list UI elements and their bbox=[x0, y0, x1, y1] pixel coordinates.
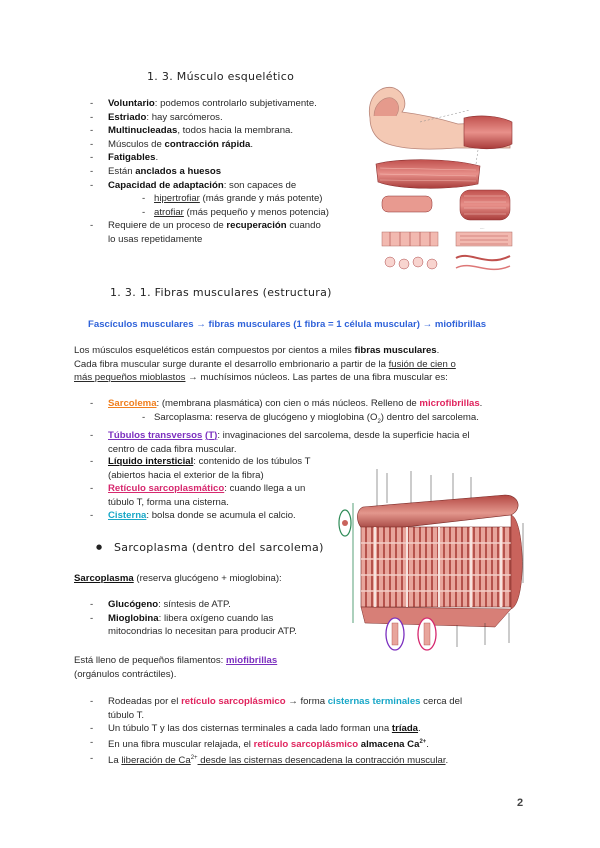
section-title-1-3: 1. 3. Músculo esquelético bbox=[147, 70, 295, 83]
fiber-parts-list bbox=[86, 397, 526, 456]
fiber-intro-paragraph: Los músculos esqueléticos están compuestos por cientos a miles fibras musculares. Cada fibra muscular surge durante el desarrollo embrionario a partir de la fusión de cien o más pequeños mioblastos → muchísimos núcleos. Las partes de una fibra muscular es: bbox=[74, 345, 456, 384]
list-item: - Un túbulo T y las dos cisternas terminales a cada lado forman una tríada. bbox=[86, 722, 526, 736]
myofibrils-paragraph: Está lleno de pequeños filamentos: miofibrillas (orgánulos contráctiles). bbox=[74, 655, 278, 680]
muscle-fiber-diagram bbox=[335, 463, 535, 663]
sub-list-item: - Sarcoplasma: reserva de glucógeno y mioglobina $(O_2)$ dentro del sarcolema. bbox=[142, 411, 526, 430]
list-item: - Requiere de un proceso de recuperación cuando lo usas repetidamente bbox=[86, 219, 376, 246]
list-item: - Rodeadas por el retículo sarcoplásmico → forma cisternas terminales cerca del túbulo T. bbox=[86, 695, 526, 722]
list-item: - Glucógeno: síntesis de ATP. bbox=[86, 598, 346, 612]
list-item: - Estriado: hay sarcómeros. bbox=[86, 111, 376, 125]
svg-text:····: ···· bbox=[480, 227, 485, 231]
sarcoplasma-definition: Sarcoplasma (reserva glucógeno + mioglobina): bbox=[74, 573, 282, 584]
sarcoplasma-contents-list bbox=[86, 598, 346, 639]
fiber-hierarchy: Fascículos musculares → fibras musculares (1 fibra = 1 célula muscular) → miofibrillas bbox=[88, 319, 487, 330]
list-item: - Líquido intersticial: contenido de los túbulos T (abiertos hacia el exterior de la fibra) bbox=[86, 455, 346, 482]
list-item: - En una fibra muscular relajada, el retículo sarcoplásmico almacena $Ca^{2+}$. bbox=[86, 736, 526, 752]
list-item: - Cisterna: bolsa donde se acumula el calcio. bbox=[86, 509, 346, 523]
list-item: - La liberación de $Ca^{2+}$ desde las cisternas desencadena la contracción muscular. bbox=[86, 752, 526, 768]
list-item: - Túbulos transversos (T): invaginaciones del sarcolema, desde la superficie hacia el centro de cada fibra muscular. bbox=[86, 429, 526, 456]
fiber-parts-list-2 bbox=[86, 455, 346, 523]
muscle-properties-list bbox=[86, 97, 376, 247]
list-item: - Voluntario: podemos controlarlo subjetivamente. bbox=[86, 97, 376, 111]
list-item: - Están anclados a huesos bbox=[86, 165, 376, 179]
sub-list-item: - hipertrofiar (más grande y más potente) bbox=[142, 192, 376, 206]
list-item: - Sarcolema: (membrana plasmática) con cien o más núcleos. Relleno de microfibrillas. - Sarcoplasma: reserva de glucógeno y mioglobina $(O_2)$ dentro del sarcolema. bbox=[86, 397, 526, 429]
sarcoplasma-heading: Sarcoplasma (dentro del sarcolema) bbox=[114, 541, 324, 554]
list-item: - Fatigables. bbox=[86, 151, 376, 165]
list-item: - Mioglobina: libera oxígeno cuando las mitocondrias lo necesitan para producir ATP. bbox=[86, 612, 346, 639]
list-item: - Capacidad de adaptación: son capaces de - hipertrofiar (más grande y más potente) - atrofiar (más pequeño y menos potencia) bbox=[86, 179, 376, 220]
page-number: 2 bbox=[517, 797, 524, 809]
list-item: - Músculos de contracción rápida. bbox=[86, 138, 376, 152]
list-item: - Retículo sarcoplasmático: cuando llega a un túbulo T, forma una cisterna. bbox=[86, 482, 346, 509]
section-title-1-3-1: 1. 3. 1. Fibras musculares (estructura) bbox=[110, 286, 332, 299]
list-item: - Multinucleadas, todos hacia la membrana. bbox=[86, 124, 376, 138]
myofibrils-list bbox=[86, 695, 526, 767]
sub-list-item: - atrofiar (más pequeño y menos potencia) bbox=[142, 206, 376, 220]
muscle-anatomy-figure bbox=[360, 78, 520, 283]
